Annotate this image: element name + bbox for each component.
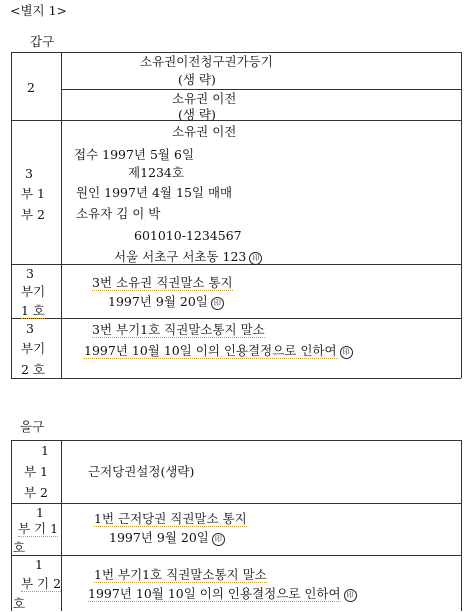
eulgu-rank: 1 [36,505,44,520]
eulgu-sub-rank: 호 [13,540,26,555]
entry-purpose: 소유권이전청구권가등기 [140,54,273,69]
entry-purpose: 3번 부기1호 직권말소통지 말소 [92,322,265,337]
seal-icon: 印 [212,533,225,546]
entry-purpose: 1번 부기1호 직권말소통지 말소 [94,567,267,582]
entry-purpose: 1번 근저당권 직권말소 통지 [94,511,247,526]
gapgu-rank: 3 [25,166,33,181]
entry-cause: 1997년 10월 10일 이의 인용결정으로 인하여 印 [84,343,353,359]
seal-icon: 印 [249,252,262,265]
entry-date: 1997년 9월 20일 印 [109,530,225,546]
entry-omitted: (생 략) [178,107,216,122]
gapgu-sub-rank: 1 호 [21,303,46,318]
entry-id-number: 601010-1234567 [134,228,242,243]
entry-date: 1997년 9월 20일 印 [108,294,224,310]
eulgu-sub-rank: 부 1 [24,464,49,479]
entry-cause: 원인 1997년 4월 15일 매매 [76,185,233,200]
gapgu-sub-rank: 부 2 [21,207,46,222]
entry-purpose: 소유권 이전 [172,124,237,139]
entry-purpose: 근저당권설정(생략) [88,464,195,479]
seal-icon: 印 [344,589,357,602]
seal-icon: 印 [340,346,353,359]
entry-address: 서울 서초구 서초동 123 印 [114,249,262,265]
gapgu-sub-rank: 부기 [21,341,46,356]
annex-label: <별지 1> [10,3,68,18]
eulgu-sub-rank: 부 2 [24,485,49,500]
entry-receipt: 접수 1997년 5월 6일 [74,147,195,162]
gapgu-sub-rank: 부기 [21,284,46,299]
entry-purpose: 3번 소유권 직권말소 통지 [92,275,233,290]
gapgu-sub-rank: 부 1 [21,186,46,201]
eulgu-sub-rank: 부 기 1 [18,521,59,536]
entry-cause: 1997년 10월 10일 이의 인용결정으로 인하여 印 [88,586,357,602]
entry-owner: 소유자 김 이 박 [76,206,161,221]
eulgu-heading: 을구 [20,419,45,434]
gapgu-rank: 3 [26,321,34,336]
gapgu-rank: 2 [27,80,35,95]
entry-omitted: (생 략) [178,72,216,87]
eulgu-rank: 1 [41,443,49,458]
gapgu-rank: 3 [26,266,34,281]
eulgu-sub-rank: 호 [13,596,26,611]
seal-icon: 印 [211,297,224,310]
entry-receipt-number: 제1234호 [128,165,184,180]
gapgu-heading: 갑구 [30,34,55,49]
gapgu-sub-rank: 2 호 [21,362,46,377]
eulgu-sub-rank: 부 기 2 [21,576,62,591]
eulgu-rank: 1 [35,557,43,572]
entry-purpose: 소유권 이전 [172,91,237,106]
